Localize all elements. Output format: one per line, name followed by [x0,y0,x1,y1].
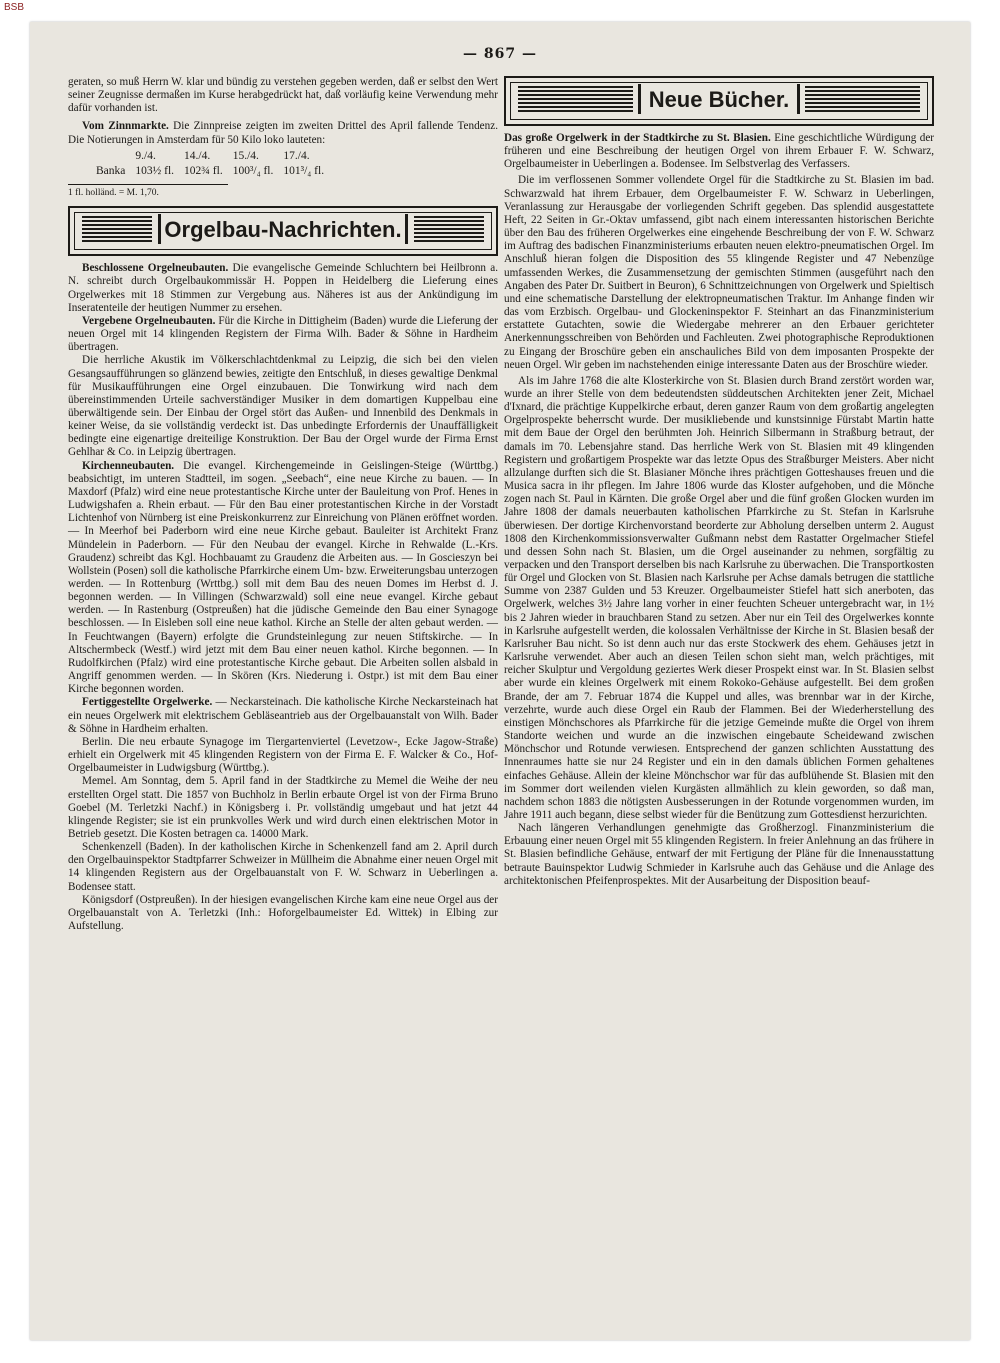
zinn-paragraph [68,120,498,146]
orgelbau-banner-title: Orgelbau-Nachrichten. [164,217,402,243]
beschlossene-text: Die evangelische Gemeinde Schluchtern bei Heilbronn a. N. schreibt durch Orgelbaukommissär H. Poppen in Heidelberg die Lieferung eines Orgelwerkes mit 18 Stimmen zur Vergebung aus. Näheres ist aus der Ankündigung im Inseratenteile der heutigen Nummer zu ersehen. [68,262,498,314]
book-entry [504,132,934,171]
review-paragraph-1: Die im verflossenen Sommer vollendete Orgel für die Stadtkirche zu St. Blasien im bad. Schwarzwald hat ihrem Erbauer, dem Orgelbaumeister F. W. Schwarz in Ueberlingen, Veranlassung zur Herausgabe der vorliegenden Schrift gegeben. Das splendid ausgestattete Heft, 22 Seiten in Gr.-Oktav umfassend, gibt nach einem interessanten historischen Berichte über den Bau des früheren Orgelwerkes eine eingehende Beschreibung der von F. W. Schwarz im Auftrag des badischen Finanzministeriums erbauten neuen elektro-pneumatischen Orgel. Im Anschluß hieran folgen die Disposition des 55 klingende Register und 47 Nebenzüge umfassenden Werkes, die Zusammensetzung der gemischten Stimmen (ausgeführt nach den Angaben des Pater Dr. Suitbert in Beuron), 6 Schnittzeichnungen von Orgelwerk und Spieltisch und eine schematische Darstellung der elektropneumatischen Traktur. Im Anhange finden wir das vom Erzbisch. Orgelbau- und Glockeninspektor F. Steinhart an das Finanzministerium erstattete Gutachten, sowie die Wiedergabe mehrerer an den Erbauer gerichteter Anerkennungsschreiben von Behörden und Fachleuten. Zwei photographische Reproduktionen zu Eingang der Broschüre geben ein anschauliches Bild von dem imposanten Prospekte der neuen Orgel. Wir geben im nachstehenden einige interessante Daten aus der Broschüre wieder. [504,174,934,371]
book-description: Eine geschichtliche Würdigung der früheren und eine Beschreibung der heutigen Orgel von ihrem Erbauer F. W. Schwarz, Orgelbaumeister in Ueberlingen a. Bodensee. Im Selbstverlag des Verfassers. [504,132,935,171]
vergebene-heading: Vergebene Orgelneubauten. [82,314,216,327]
neue-buecher-banner-title: Neue Bücher. [648,87,790,112]
right-column [504,76,934,888]
tin-date: 17./4. [283,149,310,162]
tin-value: 102¾ fl. [184,164,223,177]
zinn-heading: Vom Zinnmarkte. [82,120,169,133]
kirchenneubauten-heading: Kirchenneubauten. [82,459,175,472]
intro-paragraph: geraten, so muß Herrn W. klar und bündig zu verstehen gegeben werden, daß er selbst den Wert seiner Zeugnisse dermaßen im Kurse herabgedrückt hat, daß vorläufig keine Verwendung mehr dafür vorhanden ist. [68,76,498,115]
newspaper-page [30,22,970,1340]
banner-ornament-right [414,216,484,242]
beschlossene-heading: Beschlossene Orgelneubauten. [82,262,229,275]
book-title: Das große Orgelwerk in der Stadtkirche zu St. Blasien. [504,132,771,144]
zinn-text: Die Zinnpreise zeigten im zweiten Drittel des April fallende Tendenz. Die Notierungen in Amsterdam für 50 Kilo loko lauteten: [68,120,499,146]
schenkenzell-paragraph: Schenkenzell (Baden). In der katholischen Kirche in Schenkenzell fand am 2. April durch den Orgelbauinspektor Stadtpfarrer Schweizer in Müllheim die Abnahme einer neuen Orgel mit 14 klingenden Registern aus der Orgelbauanstalt von F. W. Schwarz in Ueberlingen a. Bodensee statt. [68,841,498,893]
kirchenneubauten-text: Die evangel. Kirchengemeinde in Geislingen-Steige (Württbg.) beabsichtigt, im unteren Stadtteil, im sogen. „Seebach“, eine neue Kirche zu bauen. — In Maxdorf (Pfalz) wird eine neue protestantische Kirche unter der Bauleitung von Prof. Henes in Ludwigshafen a. Rhein erbaut. — Für den Bau einer protestantischen Kirche in der Vorstadt Lichtenhof von Nürnberg ist eine Preiskonkurrenz zur Einreichung von Plänen eröffnet worden. — In Meerhof bei Paderborn wird eine neue Kirche gebaut. Bauleiter ist Architekt Franz Mündelein in Paderborn. — Für den Neubau der evangel. Kirche in Rehwalde (L.-Krs. Graudenz) schreibt das Kgl. Hochbauamt zu Graudenz die Arbeiten aus. — In Goscieszyn bei Wollstein (Posen) soll die katholische Pfarrkirche einem Um- bzw. Erweiterungsbau unterzogen werden. — In Rottenburg (Wrttbg.) soll mit dem Bau des neuen Domes im Herbst d. J. begonnen werden. — In Villingen (Schwarzwald) soll eine neue evangel. Kirche gebaut werden. — In Rastenburg (Ostpreußen) hat die jüdische Gemeinde den Bau einer Synagoge beschlossen. — In Eisleben soll eine neue kathol. Kirche an Stelle der alten gebaut werden. — In Feuchtwangen (Bayern) erfolgte die Grundsteinlegung zur neuen Stiftskirche. — In Altschermbeck (Westf.) wird jetzt mit dem Bau einer neuen kathol. Kirche begonnen. — In Rudolfkirchen (Pfalz) wird eine protestantische Kirche gebaut. Die Arbeiten sollen alsbald in Angriff genommen werden. — In Skören (Krs. Niederung i. Ostpr.) ist mit dem Bau einer Kirche begonnen worden. [68,459,498,696]
neue-buecher-banner [504,76,934,126]
tin-value: 101³/₄ fl. [283,164,325,177]
memel-paragraph: Memel. Am Sonntag, dem 5. April fand in der Stadtkirche zu Memel die Weihe der neu erstellten Orgel statt. Die 1857 von Buchholz in Berlin erbaute Orgel ist von der Firma Bruno Goebel (M. Terletzki Nachf.) in Königsberg i. Pr. vollständig umgebaut und hat jetzt 44 klingende Register; sie ist ein prunkvolles Werk und wird durch einen elektrischen Motor in Betrieb gesetzt. Die Kosten betragen ca. 14000 Mark. [68,775,498,840]
berlin-paragraph: Berlin. Die neu erbaute Synagoge im Tiergartenviertel (Levetzow-, Ecke Jagow-Straße) erhielt ein Orgelwerk mit 45 klingenden Registern von der Firma E. F. Walcker & Co., Hof-Orgelbaumeister in Ludwigsburg (Württbg.). [68,735,498,775]
tin-footnote: 1 fl. holländ. = M. 1,70. [68,184,228,200]
tin-value: 100³/₄ fl. [232,164,274,177]
akustik-paragraph: Die herrliche Akustik im Völkerschlachtdenkmal zu Leipzig, die sich bei den vielen Gesangsaufführungen so glänzend bewies, zeitigte den Entschluß, in dieses gewaltige Denkmal für Musikaufführungen eine Orgel einzubauen. Die Tonwirkung wird nach dem übereinstimmenden Urteile sachverständiger Musiker in dem domartigen Kuppelbau eine überwältigende sein. Der Einbau der Orgel stört das Außen- und Innenbild des Denkmals in keiner Weise, da sie vollständig verdeckt ist. Das unbedingte Erfordernis der Unauffälligkeit bedingte eine eigenartige dreiteilige Konstruktion. Der Bau der Orgel wurde der Firma Ernst Gehlhar & Co. in Leipzig übertragen. [68,354,498,459]
beschlossene-paragraph [68,262,498,315]
review-paragraph-2: Als im Jahre 1768 die alte Klosterkirche von St. Blasien durch Brand zerstört worden war, wurde an ihrer Stelle von dem bedeutendsten süddeutschen Architekten jener Zeit, Michael d'Ixnard, die prächtige Kuppelkirche erbaut, deren ganzer Raum von dem großartig angelegten Orgelprospekte beherrscht wurde. Der musikliebende und kunstsinnige Fürstabt Martin hatte mit dem Baue der Orgel den berühmten Joh. Heinrich Silbermann in Straßburg betraut, der damals im 70. Lebensjahre stand. Das herrliche Werk von St. Blasien mit 49 klingenden Registern und großartigem Prospekte war das letzte Opus des Straßburger Meisters. Aber nicht allzulange durften sich die St. Blasianer Mönche ihres prächtigen Gotteshauses freuen und die Musica sacra in ihr pflegen. Im Jahre 1806 wurde das Kloster aufgehoben, und die Mönche zogen nach St. Paul in Kärnten. Die große Orgel aber und die fünf großen Glocken wurden im Jahre 1808 der damals neuerbauten katholischen Pfarrkirche zu St. Stefan in Karlsruhe überwiesen. Der dortige Kirchenvorstand beorderte zur Abholung derselben unterm 2. August 1808 den Kirchenkommissionsverwalter Gußmann nebst dem Rastatter Orgelmacher Stiefel und dessen Sohn nach St. Blasien, um die Orgel auseinander zu nehmen, sorgfältig zu verpacken und den Transport derselben bis nach Karlsruhe zu überwachen. Die Transportkosten für Orgel und Glocken von St. Blasien nach Karlsruhe per Achse damals betrugen die stattliche Summe von 2387 Gulden und 53 Kreuzer. Orgelbaumeister Stiefel hatt sich anerboten, das Orgelwerk, welches 3½ Jahre lang vorher in einer feuchten Scheuer untergebracht war, in 1½ bis 2 Jahren wieder in brauchbaren Stand zu setzen. Aber nur ein Teil des Orgelwerkes konnte in Karlsruhe aufgestellt werden, die kolossalen Verhältnisse der Kirche in St. Blasien besaß der Karlsruher Bau nicht. So ist denn auch nur das erste Stockwerk des ehem. Gehäuses jetzt in Karlsruhe verwendet. Aber auch an diesen Teilen schon sieht man, welch prächtiges, mit reicher Skulptur und Vergoldung geziertes Werk dieser Prospekt einst war. In St. Blasien selbst aber wurde ein kleines Orgelwerk mit einem Rokoko-Gehäuse aufgestellt. Bei dem großen Brande, der am 7. Februar 1874 die Kuppel und alles, was brennbar war in der Kirche, verzehrte, wurde auch diese Orgel ein Raub der Flammen. Bei der Wiederherstellung des einstigen Mönchschores als Pfarrkirche für die jetzige Gemeinde mußte die Orgel von ihrem Standorte weichen und wurde an die inzwischen eingebaute Scheidewand zwischen Mönchschor und Rotunde verwiesen. Entsprechend der ganzen schlichten Ausstattung des Innenraumes hatte sie nur 24 Register und ein in den damals üblichen Formen gehaltenes einfaches Gehäuse. Allein der kleine Mönchschor war für das aufblühende St. Blasien mit den im Sommer dort weilenden vielen Kurgästen allmählich zu klein geworden, so daß man, nachdem schon 1883 die nötigsten Ausbesserungen in der Rotunde vorgenommen wurden, im Jahre 1911 auch begann, diese selbst wieder für die Benützung zum Gottesdienst herzurichten. [504,374,934,821]
review-paragraph-3: Nach längeren Verhandlungen genehmigte das Großherzogl. Finanzministerium die Erbauung einer neuen Orgel mit 55 klingenden Registern. In freier Anlehnung an das frühere in St. Blasien befindliche Gehäuse, entwarf der mit Fertigung der Pläne für die Innenausstattung betraute Bauinspektor Ludwig Schmieder in Karlsruhe auch das Gehäuse und die Anlage des architektonischen Pfeifenprospektes. Mit der Ausarbeitung der Disposition beauf- [504,822,934,887]
fertig-heading: Fertiggestellte Orgelwerke. [82,696,213,709]
kirchenneubauten-paragraph [68,460,498,697]
page-number: — 867 — [463,46,537,62]
tin-label: Banka [96,164,126,177]
vergebene-text: Für die Kirche in Dittigheim (Baden) wurde die Lieferung der neuen Orgel mit 14 klingenden Registern der Firma Wilh. Bader & Söhne in Hardheim übertragen. [68,314,499,354]
tin-date: 15./4. [232,149,259,162]
tin-date: 9./4. [135,149,156,162]
tin-price-table [68,148,334,180]
fertig-paragraph [68,696,498,735]
orgelbau-banner [68,206,498,256]
fertig-text: — Neckarsteinach. Die katholische Kirche Neckarsteinach hat ein neues Orgelwerk mit elektrischem Gebläseantrieb aus der Orgelbauanstalt von Wilh. Bader & Söhne in Hardheim erhalten. [68,696,499,735]
tin-value: 103½ fl. [135,164,175,177]
library-mark: BSB [4,2,25,13]
vergebene-paragraph [68,315,498,354]
left-column [68,76,498,933]
tin-date: 14./4. [184,149,211,162]
banner-ornament-right [805,86,920,112]
koenigsdorf-paragraph: Königsdorf (Ostpreußen). In der hiesigen evangelischen Kirche kam eine neue Orgel aus der Orgelbauanstalt von A. Terletzki (Inh.: Hoforgelbaumeister Ed. Wittek) in Elbing zur Aufstellung. [68,893,498,933]
